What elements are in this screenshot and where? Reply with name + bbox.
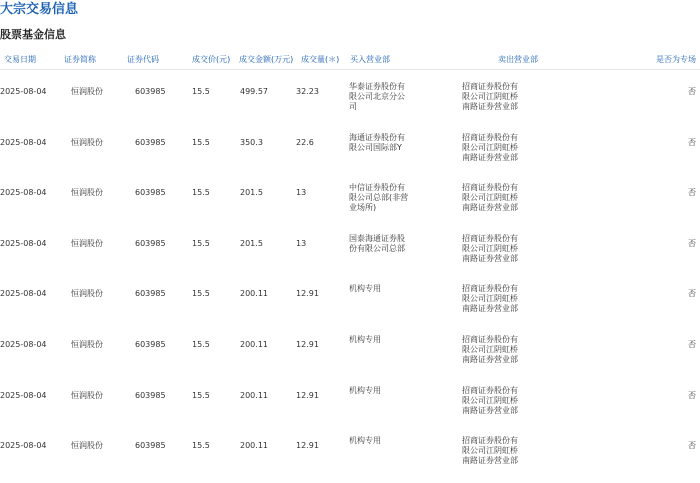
header-code[interactable]: 证券代码 — [127, 55, 159, 64]
cell-amount: 200.11 — [240, 340, 268, 349]
cell-amount: 200.11 — [240, 390, 268, 400]
cell-name: 恒润股份 — [71, 340, 103, 349]
header-amount[interactable]: 成交金额(万元) — [239, 55, 294, 64]
cell-buyer: 机构专用 — [349, 385, 381, 395]
cell-date: 2025-08-04 — [0, 238, 47, 248]
cell-seller: 招商证券股份有限公司江阴虹桥南路证券营业部 — [462, 82, 518, 111]
cell-volume: 12.91 — [296, 340, 319, 349]
cell-seller: 招商证券股份有限公司江阴虹桥南路证券营业部 — [462, 233, 518, 263]
cell-seller: 招商证券股份有限公司江阴虹桥南路证券营业部 — [462, 436, 518, 466]
cell-code: 603985 — [135, 188, 166, 198]
cell-name: 恒润股份 — [71, 87, 103, 96]
cell-code: 603985 — [135, 340, 166, 349]
cell-special: 否 — [688, 137, 696, 147]
cell-price: 15.5 — [192, 87, 210, 96]
cell-special: 否 — [688, 340, 696, 349]
cell-amount: 200.11 — [240, 441, 268, 451]
cell-amount: 201.5 — [240, 238, 263, 248]
table-row — [0, 79, 700, 129]
cell-price: 15.5 — [192, 340, 210, 349]
cell-name: 恒润股份 — [71, 238, 103, 248]
cell-buyer: 机构专用 — [349, 335, 381, 344]
cell-price: 15.5 — [192, 390, 210, 400]
cell-date: 2025-08-04 — [0, 340, 47, 349]
cell-special: 否 — [688, 238, 696, 248]
cell-code: 603985 — [135, 441, 166, 451]
cell-price: 15.5 — [192, 289, 210, 299]
cell-name: 恒润股份 — [71, 137, 103, 147]
cell-name: 恒润股份 — [71, 390, 103, 400]
page-title: 大宗交易信息 — [0, 2, 79, 17]
header-name[interactable]: 证券简称 — [64, 55, 96, 64]
header-price[interactable]: 成交价(元) — [192, 55, 231, 64]
cell-name: 恒润股份 — [71, 289, 103, 299]
cell-amount: 350.3 — [240, 137, 263, 147]
header-date[interactable]: 交易日期 — [4, 55, 36, 64]
cell-special: 否 — [688, 188, 696, 198]
table-row — [0, 332, 700, 382]
cell-buyer: 华泰证券股份有限公司北京分公司 — [349, 82, 405, 111]
table-row — [0, 281, 700, 331]
cell-volume: 12.91 — [296, 390, 319, 400]
cell-volume: 12.91 — [296, 289, 319, 299]
cell-code: 603985 — [135, 137, 166, 147]
cell-code: 603985 — [135, 289, 166, 299]
cell-date: 2025-08-04 — [0, 390, 47, 400]
cell-code: 603985 — [135, 238, 166, 248]
table-row — [0, 383, 700, 433]
header-buyer[interactable]: 买入营业部 — [350, 55, 390, 64]
cell-date: 2025-08-04 — [0, 289, 47, 299]
cell-volume: 13 — [296, 188, 307, 198]
cell-seller: 招商证券股份有限公司江阴虹桥南路证券营业部 — [462, 335, 518, 364]
cell-date: 2025-08-04 — [0, 87, 47, 96]
table-row — [0, 433, 700, 483]
cell-volume: 32.23 — [296, 87, 319, 96]
cell-name: 恒润股份 — [71, 441, 103, 451]
cell-price: 15.5 — [192, 238, 210, 248]
cell-date: 2025-08-04 — [0, 188, 47, 198]
cell-name: 恒润股份 — [71, 188, 103, 198]
cell-date: 2025-08-04 — [0, 441, 47, 451]
cell-special: 否 — [688, 390, 696, 400]
cell-code: 603985 — [135, 390, 166, 400]
cell-code: 603985 — [135, 87, 166, 96]
cell-buyer: 中信证券股份有限公司总部(非营业场所) — [349, 183, 409, 213]
section-title: 股票基金信息 — [0, 28, 66, 41]
cell-price: 15.5 — [192, 188, 210, 198]
header-special[interactable]: 是否为专场 — [656, 55, 696, 64]
cell-amount: 201.5 — [240, 188, 263, 198]
cell-special: 否 — [688, 441, 696, 451]
cell-date: 2025-08-04 — [0, 137, 47, 147]
cell-special: 否 — [688, 87, 696, 96]
header-volume[interactable]: 成交量(＊) — [301, 55, 340, 64]
cell-seller: 招商证券股份有限公司江阴虹桥南路证券营业部 — [462, 385, 518, 415]
cell-buyer: 机构专用 — [349, 284, 381, 294]
cell-special: 否 — [688, 289, 696, 299]
cell-price: 15.5 — [192, 137, 210, 147]
table-row — [0, 231, 700, 281]
cell-volume: 12.91 — [296, 441, 319, 451]
header-seller[interactable]: 卖出营业部 — [498, 55, 538, 64]
cell-seller: 招商证券股份有限公司江阴虹桥南路证券营业部 — [462, 284, 518, 314]
cell-volume: 22.6 — [296, 137, 314, 147]
cell-price: 15.5 — [192, 441, 210, 451]
table-header — [0, 51, 700, 70]
table-row — [0, 180, 700, 230]
cell-amount: 499.57 — [240, 87, 268, 96]
table-row — [0, 130, 700, 180]
cell-buyer: 国泰海通证券股份有限公司总部 — [349, 233, 405, 253]
cell-volume: 13 — [296, 238, 307, 248]
cell-buyer: 机构专用 — [349, 436, 381, 446]
cell-seller: 招商证券股份有限公司江阴虹桥南路证券营业部 — [462, 132, 518, 162]
cell-buyer: 海通证券股份有限公司国际部Y — [349, 132, 405, 152]
cell-amount: 200.11 — [240, 289, 268, 299]
cell-seller: 招商证券股份有限公司江阴虹桥南路证券营业部 — [462, 183, 518, 213]
